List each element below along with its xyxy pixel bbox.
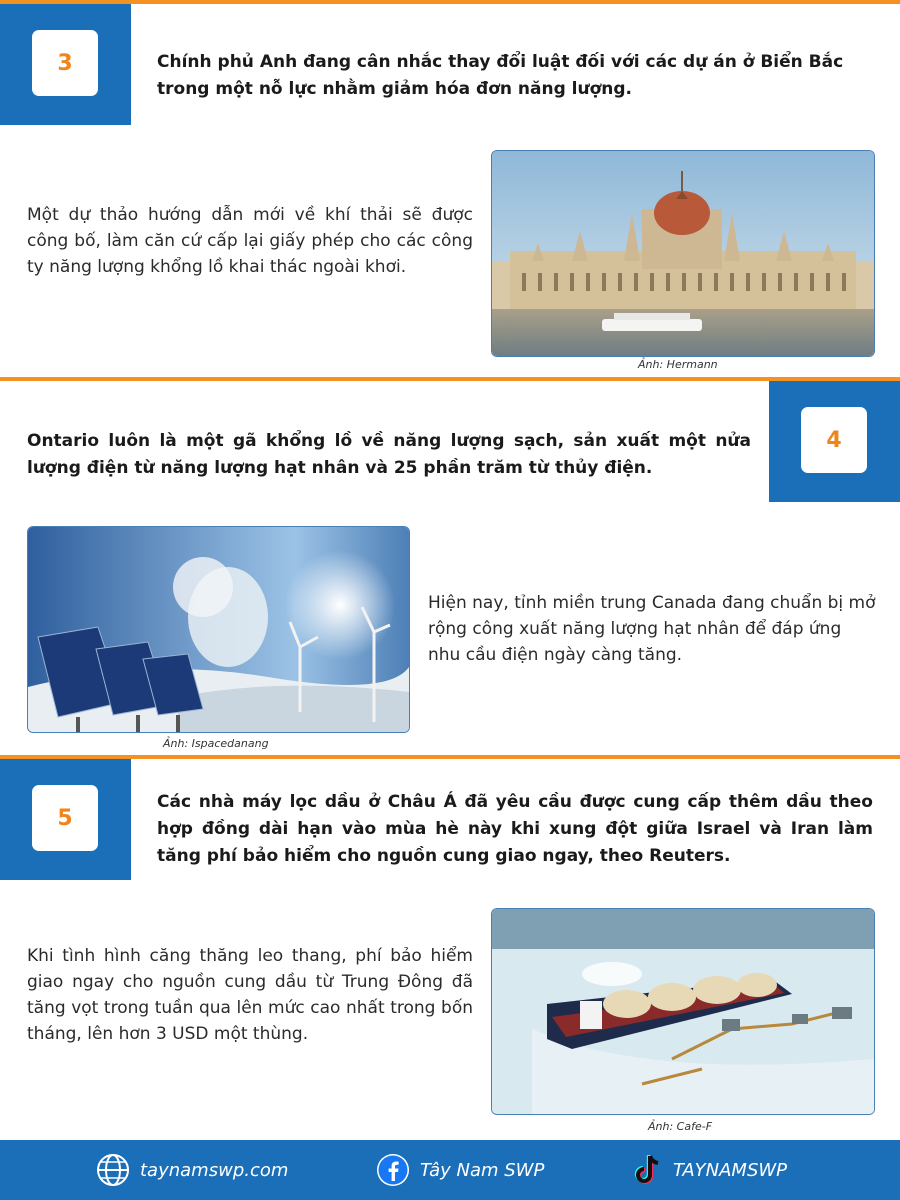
footer-website-text: taynamswp.com: [140, 1159, 289, 1181]
section-5-photo-caption: Ảnh: Cafe-F: [648, 1120, 713, 1133]
section-3-number: 3: [32, 30, 98, 96]
section-4-number: 4: [801, 407, 867, 473]
section-4-photo-clean-energy: [27, 526, 410, 733]
tiktok-icon: [633, 1153, 663, 1187]
section-5-body: Khi tình hình căng thăng leo thang, phí bảo hiểm giao ngay cho nguồn cung dầu từ Trung Đông đã tăng vọt trong tuần qua lên mức cao nhất trong bốn tháng, lên hơn 3 USD một thùng.: [27, 946, 473, 1044]
footer-facebook-link[interactable]: [376, 1140, 544, 1200]
globe-icon: [96, 1153, 130, 1187]
section-3-body: Một dự thảo hướng dẫn mới về khí thải sẽ được công bố, làm căn cứ cấp lại giấy phép cho các công ty năng lượng khổng lồ khai thác ngoài khơi.: [27, 205, 473, 277]
footer-tiktok-link[interactable]: [633, 1140, 787, 1200]
footer-facebook-text: Tây Nam SWP: [420, 1159, 545, 1181]
section-4-photo-caption: Ảnh: Ispacedanang: [163, 737, 269, 750]
divider-section-5: [0, 755, 900, 759]
section-5-photo-lng-tanker: [491, 908, 875, 1115]
section-4-body: Hiện nay, tỉnh miền trung Canada đang chuẩn bị mở rộng công xuất năng lượng hạt nhân để đáp ứng nhu cầu điện ngày càng tăng.: [428, 593, 876, 665]
top-divider: [0, 0, 900, 4]
footer: [0, 1140, 900, 1200]
footer-tiktok-text: TAYNAMSWP: [673, 1159, 788, 1181]
section-5-headline: Các nhà máy lọc dầu ở Châu Á đã yêu cầu được cung cấp thêm dầu theo hợp đồng dài hạn vào mùa hè này khi xung đột giữa Israel và Iran làm tăng phí bảo hiểm cho nguồn cung giao ngay, theo Reuters.: [157, 792, 873, 866]
section-3-photo-caption: Ảnh: Hermann: [638, 358, 718, 371]
section-3-photo-parliament: [491, 150, 875, 357]
footer-website-link[interactable]: [96, 1140, 288, 1200]
section-3-headline: Chính phủ Anh đang cân nhắc thay đổi luật đối với các dự án ở Biển Bắc trong một nỗ lực nhằm giảm hóa đơn năng lượng.: [157, 52, 844, 99]
section-5-number: 5: [32, 785, 98, 851]
facebook-icon: [376, 1153, 410, 1187]
divider-section-4: [0, 377, 900, 381]
section-4-headline: Ontario luôn là một gã khổng lồ về năng lượng sạch, sản xuất một nửa lượng điện từ năng lượng hạt nhân và 25 phần trăm từ thủy điện.: [27, 431, 751, 478]
